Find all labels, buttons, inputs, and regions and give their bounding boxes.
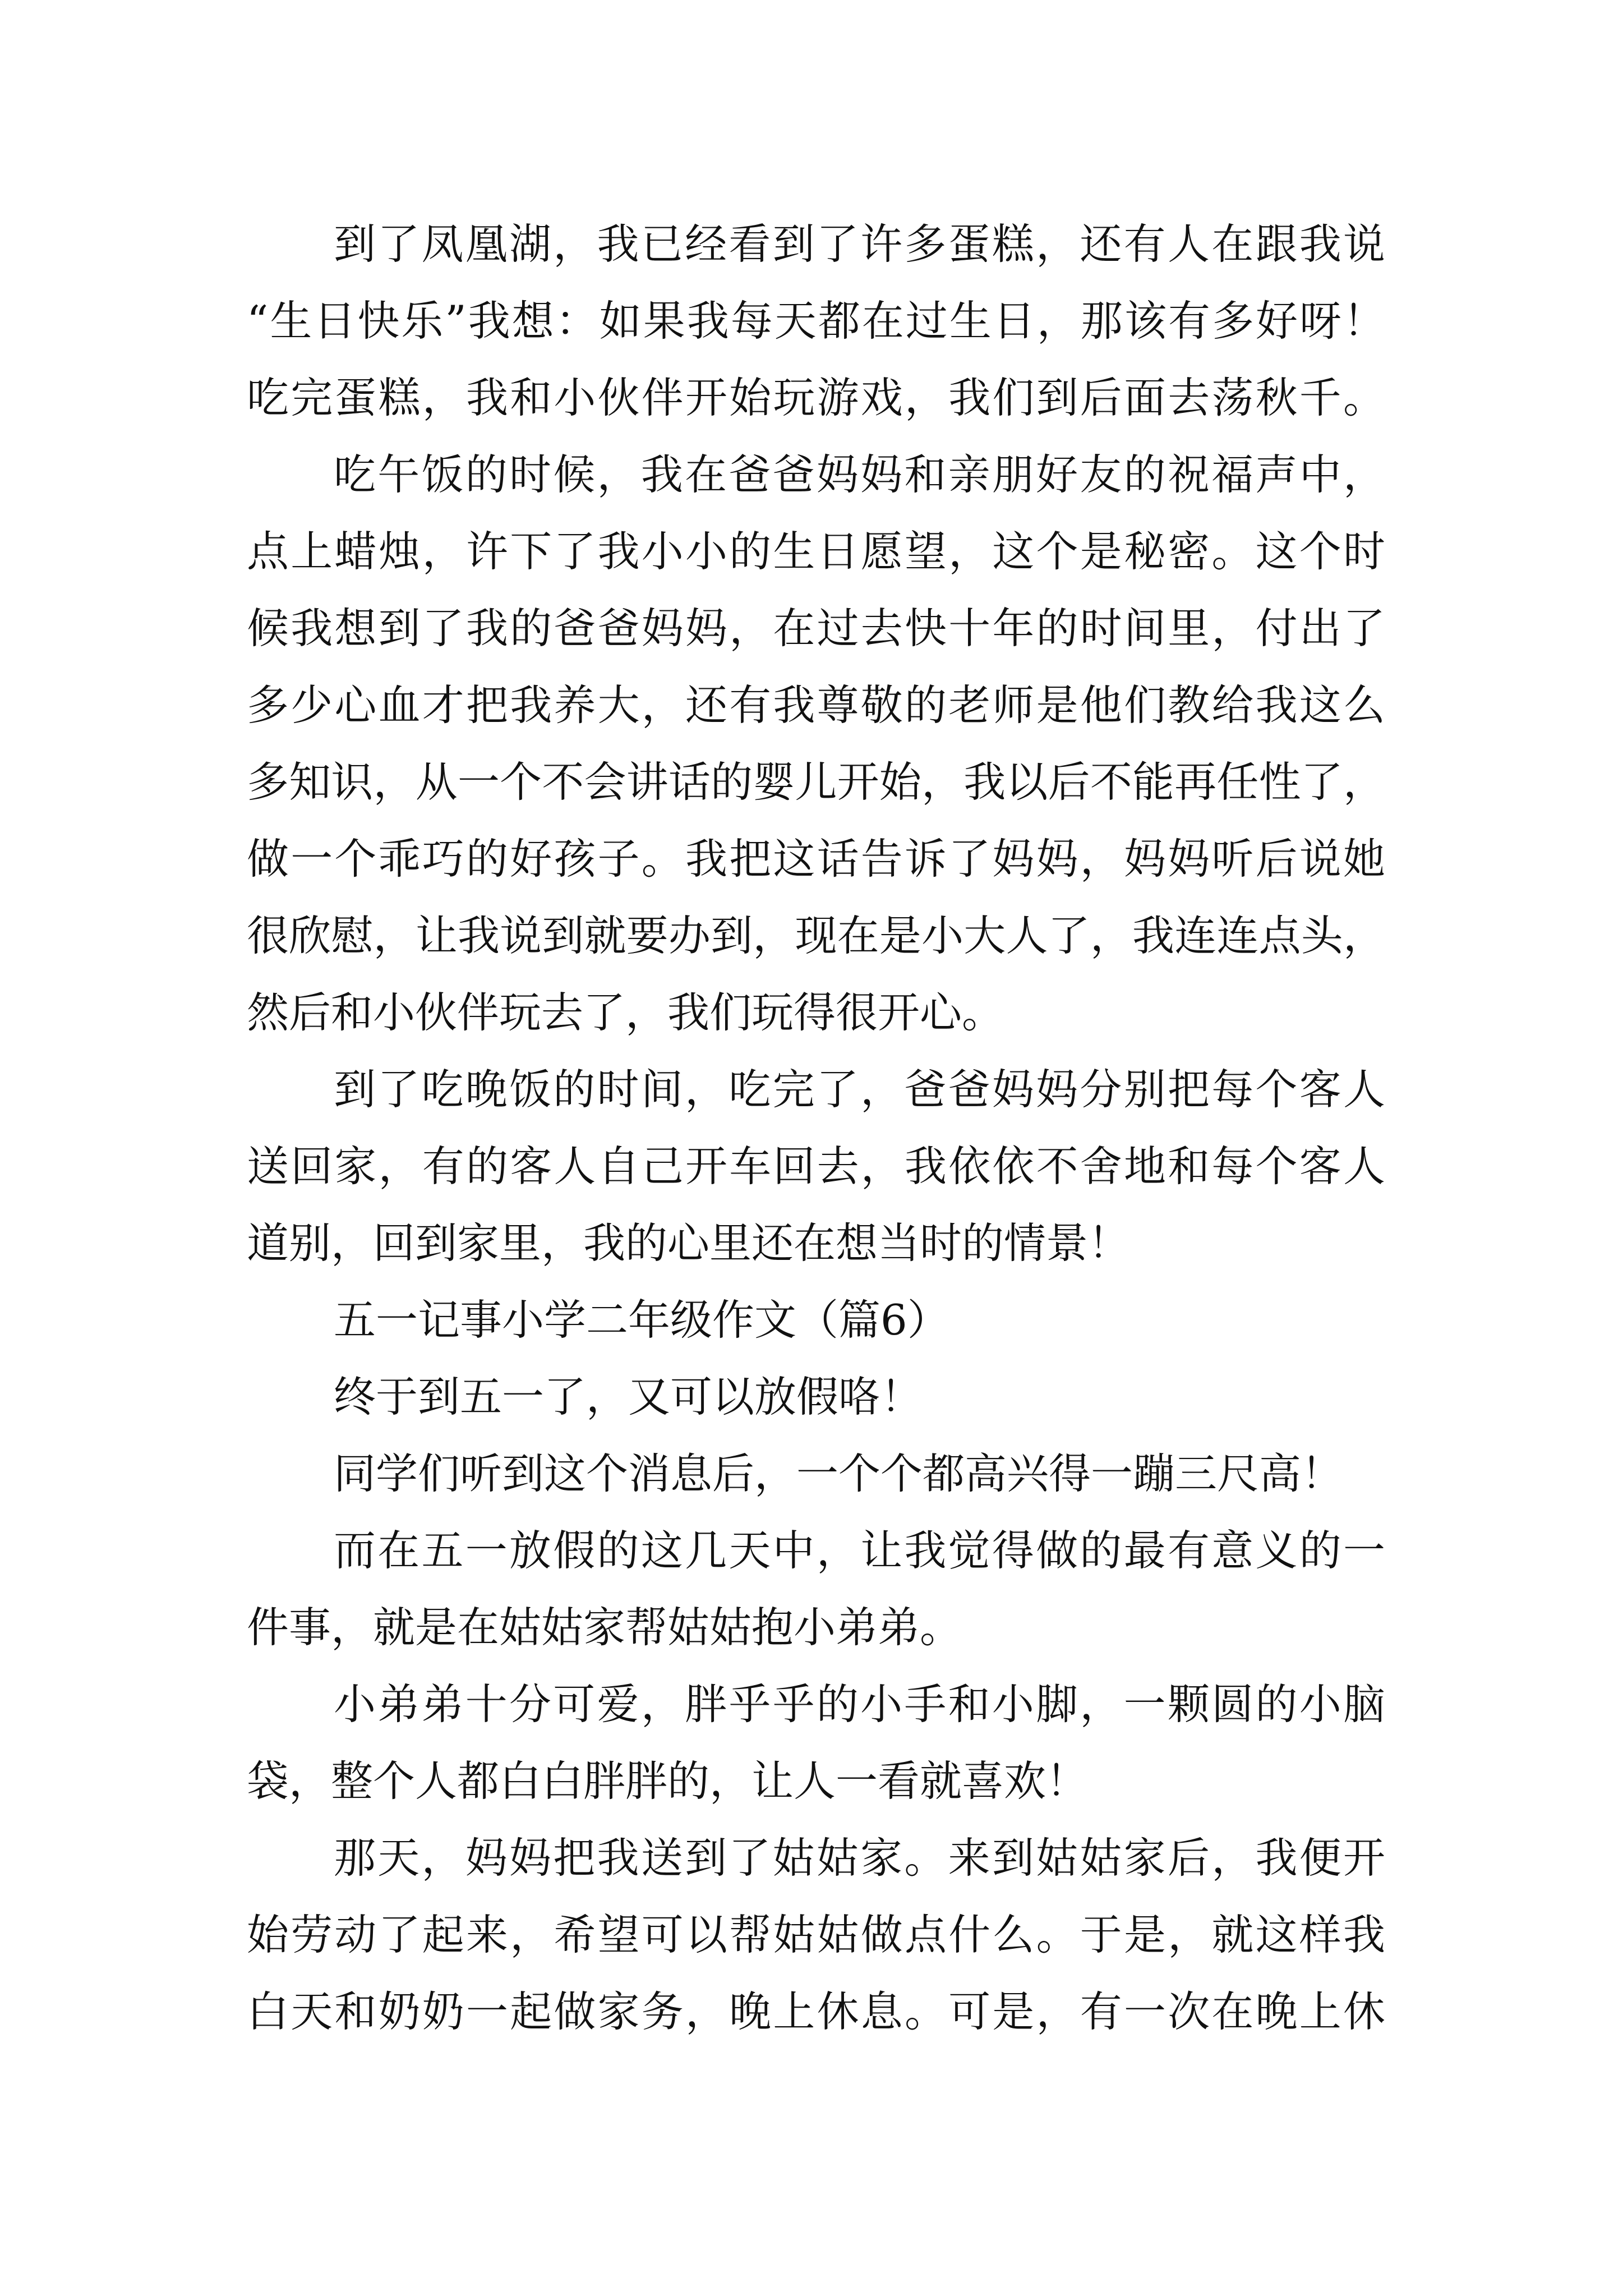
text-line: 袋，整个人都白白胖胖的，让人一看就喜欢！ xyxy=(247,1756,1089,1806)
text-line: 而在五一放假的这几天中，让我觉得做的最有意义的一 xyxy=(334,1526,1385,1575)
text-line: 道别，回到家里，我的心里还在想当时的情景！ xyxy=(247,1218,1131,1268)
text-line: 送回家，有的客人自己开车回去，我依依不舍地和每个客人 xyxy=(247,1142,1385,1191)
text-line: 终于到五一了，又可以放假咯！ xyxy=(334,1372,923,1421)
text-line: 到了凤凰湖，我已经看到了许多蛋糕，还有人在跟我说 xyxy=(334,219,1385,269)
text-line: 件事，就是在姑姑家帮姑姑抱小弟弟。 xyxy=(247,1603,962,1652)
text-line: 同学们听到这个消息后，一个个都高兴得一蹦三尺高！ xyxy=(334,1449,1344,1498)
text-line: 始劳动了起来，希望可以帮姑姑做点什么。于是，就这样我 xyxy=(247,1910,1385,1959)
text-line: 多知识，从一个不会讲话的婴儿开始，我以后不能再任性了， xyxy=(247,757,1385,807)
text-line: 然后和小伙伴玩去了，我们玩得很开心。 xyxy=(247,988,1004,1037)
text-line: 到了吃晚饭的时间，吃完了，爸爸妈妈分别把每个客人 xyxy=(334,1065,1385,1114)
text-line: 做一个乖巧的好孩子。我把这话告诉了妈妈，妈妈听后说她 xyxy=(247,834,1385,884)
text-line: 很欣慰，让我说到就要办到，现在是小大人了，我连连点头， xyxy=(247,911,1385,960)
section-heading: 五一记事小学二年级作文（篇6） xyxy=(334,1295,949,1345)
text-line: 多少心血才把我养大，还有我尊敬的老师是他们教给我这么 xyxy=(247,680,1385,730)
text-line: 吃完蛋糕，我和小伙伴开始玩游戏，我们到后面去荡秋千。 xyxy=(247,373,1385,422)
text-line: 小弟弟十分可爱，胖乎乎的小手和小脚，一颗圆的小脑 xyxy=(334,1680,1385,1729)
text-line: 白天和奶奶一起做家务，晚上休息。可是，有一次在晚上休 xyxy=(247,1987,1385,2036)
text-line: 吃午饭的时候，我在爸爸妈妈和亲朋好友的祝福声中， xyxy=(334,450,1385,499)
text-line: 候我想到了我的爸爸妈妈，在过去快十年的时间里，付出了 xyxy=(247,604,1385,653)
text-line: 点上蜡烛，许下了我小小的生日愿望，这个是秘密。这个时 xyxy=(247,527,1385,576)
text-line: 那天，妈妈把我送到了姑姑家。来到姑姑家后，我便开 xyxy=(334,1833,1385,1883)
text-line: “生日快乐”我想：如果我每天都在过生日，那该有多好呀！ xyxy=(247,296,1385,346)
